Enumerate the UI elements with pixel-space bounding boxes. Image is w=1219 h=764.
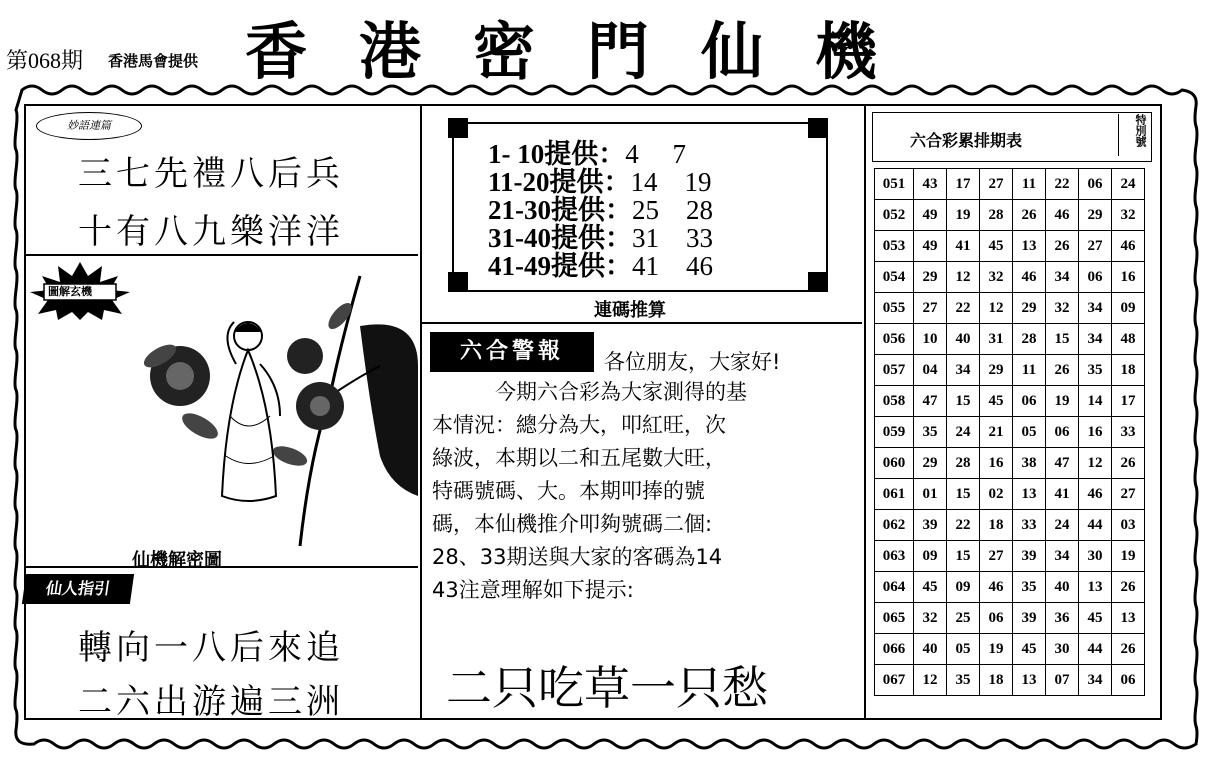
number-cell: 13 xyxy=(1013,665,1046,696)
body-line: 今期六合彩為大家測得的基 xyxy=(474,380,747,404)
number-cell: 27 xyxy=(980,541,1013,572)
sticker-label: 圖解玄機 xyxy=(48,285,92,298)
number-cell: 17 xyxy=(947,169,980,200)
count-range: 31-40提供 xyxy=(488,223,605,253)
period-cell: 064 xyxy=(875,572,914,603)
number-cell: 25 xyxy=(947,603,980,634)
number-cell: 05 xyxy=(947,634,980,665)
number-cell: 35 xyxy=(914,417,947,448)
number-cell: 15 xyxy=(947,541,980,572)
body-line: 特碼號碼、大。本期叩捧的號 xyxy=(432,479,705,503)
greeting: 各位朋友，大家好! xyxy=(604,350,781,374)
poem-line: 三七先禮八后兵 xyxy=(78,154,344,194)
number-cell: 35 xyxy=(1079,355,1112,386)
number-cell: 40 xyxy=(947,324,980,355)
body-line: 28、33期送與大家的客碼為14 xyxy=(432,545,723,569)
number-cell: 36 xyxy=(1046,603,1079,634)
number-cell: 30 xyxy=(1079,541,1112,572)
number-cell: 18 xyxy=(980,510,1013,541)
number-cell: 40 xyxy=(1046,572,1079,603)
table-row xyxy=(875,386,1145,417)
number-cell: 19 xyxy=(947,200,980,231)
number-cell: 44 xyxy=(1079,634,1112,665)
number-cell: 29 xyxy=(980,355,1013,386)
corner-ornament-icon xyxy=(448,272,468,292)
period-cell: 059 xyxy=(875,417,914,448)
count-range: 21-30提供 xyxy=(488,195,605,225)
number-cell: 15 xyxy=(947,479,980,510)
poem-line: 轉向一八后來追 xyxy=(78,628,344,668)
number-cell: 34 xyxy=(1046,262,1079,293)
riddle-badge: 妙語連篇 xyxy=(36,112,142,140)
body-line: 本情況：總分為大，叩紅旺，次 xyxy=(432,413,726,437)
special-number-cell: 03 xyxy=(1112,510,1145,541)
period-cell: 066 xyxy=(875,634,914,665)
number-cell: 07 xyxy=(1046,665,1079,696)
number-cell: 28 xyxy=(980,200,1013,231)
number-cell: 13 xyxy=(1013,231,1046,262)
count-row: 41-49提供：41 46 xyxy=(488,251,713,281)
history-table-wrap xyxy=(874,168,1145,696)
number-cell: 43 xyxy=(914,169,947,200)
number-cell: 29 xyxy=(1079,200,1112,231)
number-cell: 15 xyxy=(947,386,980,417)
body-line: 43注意理解如下提示: xyxy=(432,578,634,602)
count-row: 11-20提供：14 19 xyxy=(488,167,712,197)
number-cell: 15 xyxy=(1046,324,1079,355)
table-title: 六合彩累排期表 xyxy=(910,131,1023,150)
number-cell: 12 xyxy=(914,665,947,696)
number-cell: 49 xyxy=(914,200,947,231)
number-cell: 46 xyxy=(1046,200,1079,231)
number-cell: 46 xyxy=(980,572,1013,603)
number-cell: 38 xyxy=(1013,448,1046,479)
corner-ornament-icon xyxy=(448,118,468,138)
alert-tag: 六合警報 xyxy=(430,332,594,372)
number-cell: 26 xyxy=(1013,200,1046,231)
special-number-cell: 16 xyxy=(1112,262,1145,293)
number-cell: 34 xyxy=(1079,293,1112,324)
special-number-cell: 32 xyxy=(1112,200,1145,231)
number-cell: 06 xyxy=(980,603,1013,634)
table-row xyxy=(875,572,1145,603)
period-cell: 053 xyxy=(875,231,914,262)
number-cell: 35 xyxy=(947,665,980,696)
number-cell: 34 xyxy=(947,355,980,386)
fairy-illustration xyxy=(130,256,418,546)
count-range: 1- 10提供 xyxy=(488,139,599,169)
number-cell: 45 xyxy=(980,386,1013,417)
history-table xyxy=(874,168,1145,696)
count-row: 31-40提供：31 33 xyxy=(488,223,713,253)
count-values: 14 19 xyxy=(630,167,712,197)
number-cell: 05 xyxy=(1013,417,1046,448)
special-number-cell: 19 xyxy=(1112,541,1145,572)
number-cell: 32 xyxy=(914,603,947,634)
number-cell: 09 xyxy=(947,572,980,603)
number-cell: 29 xyxy=(914,262,947,293)
number-cell: 13 xyxy=(1013,479,1046,510)
special-number-cell: 18 xyxy=(1112,355,1145,386)
poem-line: 十有八九樂洋洋 xyxy=(78,212,344,252)
table-row xyxy=(875,417,1145,448)
number-cell: 19 xyxy=(1046,386,1079,417)
count-values: 41 46 xyxy=(632,251,713,281)
number-cell: 33 xyxy=(1013,510,1046,541)
table-row xyxy=(875,324,1145,355)
number-cell: 27 xyxy=(980,169,1013,200)
special-number-cell: 26 xyxy=(1112,634,1145,665)
special-number-cell: 27 xyxy=(1112,479,1145,510)
number-cell: 06 xyxy=(1046,417,1079,448)
number-cell: 34 xyxy=(1079,665,1112,696)
table-row xyxy=(875,231,1145,262)
number-cell: 16 xyxy=(980,448,1013,479)
number-cell: 41 xyxy=(947,231,980,262)
number-cell: 39 xyxy=(1013,541,1046,572)
period-cell: 054 xyxy=(875,262,914,293)
number-cell: 40 xyxy=(914,634,947,665)
page-title: 香港密門仙機 xyxy=(245,15,930,88)
corner-ornament-icon xyxy=(808,118,828,138)
count-range: 11-20提供 xyxy=(488,167,604,197)
poem-line: 二六出游遍三洲 xyxy=(78,682,344,722)
number-cell: 49 xyxy=(914,231,947,262)
count-values: 31 33 xyxy=(632,223,713,253)
table-row xyxy=(875,293,1145,324)
number-cell: 21 xyxy=(980,417,1013,448)
number-cell: 12 xyxy=(1079,448,1112,479)
number-cell: 39 xyxy=(914,510,947,541)
hint-text: 二只吃草一只愁 xyxy=(446,661,768,715)
table-row xyxy=(875,603,1145,634)
table-row xyxy=(875,541,1145,572)
number-cell: 32 xyxy=(1046,293,1079,324)
special-number-cell: 48 xyxy=(1112,324,1145,355)
table-row xyxy=(875,355,1145,386)
special-number-cell: 46 xyxy=(1112,231,1145,262)
corner-ornament-icon xyxy=(808,272,828,292)
number-cell: 46 xyxy=(1013,262,1046,293)
number-cell: 14 xyxy=(1079,386,1112,417)
table-row xyxy=(875,200,1145,231)
table-row xyxy=(875,634,1145,665)
number-cell: 45 xyxy=(980,231,1013,262)
table-row xyxy=(875,510,1145,541)
number-cell: 45 xyxy=(1079,603,1112,634)
table-row xyxy=(875,262,1145,293)
number-cell: 22 xyxy=(947,510,980,541)
number-cell: 06 xyxy=(1013,386,1046,417)
number-cell: 13 xyxy=(1079,572,1112,603)
period-cell: 052 xyxy=(875,200,914,231)
number-cell: 29 xyxy=(1013,293,1046,324)
number-cell: 12 xyxy=(980,293,1013,324)
count-row: 21-30提供：25 28 xyxy=(488,195,713,225)
body-line: 綠波，本期以二和五尾數大旺， xyxy=(432,446,726,470)
period-cell: 065 xyxy=(875,603,914,634)
number-cell: 06 xyxy=(1079,169,1112,200)
number-cell: 18 xyxy=(980,665,1013,696)
number-cell: 12 xyxy=(947,262,980,293)
special-number-cell: 24 xyxy=(1112,169,1145,200)
number-cell: 22 xyxy=(947,293,980,324)
special-label: 特別號 xyxy=(1118,114,1147,156)
number-cell: 01 xyxy=(914,479,947,510)
special-number-cell: 17 xyxy=(1112,386,1145,417)
special-number-cell: 06 xyxy=(1112,665,1145,696)
number-cell: 24 xyxy=(1046,510,1079,541)
period-cell: 067 xyxy=(875,665,914,696)
body-line: 碼，本仙機推介叩夠號碼二個: xyxy=(432,512,713,536)
number-cell: 39 xyxy=(1013,603,1046,634)
number-cell: 44 xyxy=(1079,510,1112,541)
number-cell: 02 xyxy=(980,479,1013,510)
issue-number: 第068期 xyxy=(6,48,84,73)
counts-label: 連碼推算 xyxy=(594,300,666,321)
special-number-cell: 33 xyxy=(1112,417,1145,448)
number-cell: 10 xyxy=(914,324,947,355)
period-cell: 057 xyxy=(875,355,914,386)
number-cell: 32 xyxy=(980,262,1013,293)
table-row xyxy=(875,448,1145,479)
number-cell: 16 xyxy=(1079,417,1112,448)
period-cell: 062 xyxy=(875,510,914,541)
period-cell: 051 xyxy=(875,169,914,200)
number-cell: 26 xyxy=(1046,231,1079,262)
number-cell: 27 xyxy=(1079,231,1112,262)
guide-tag: 仙人指引 xyxy=(22,574,134,604)
number-cell: 04 xyxy=(914,355,947,386)
period-cell: 055 xyxy=(875,293,914,324)
number-cell: 41 xyxy=(1046,479,1079,510)
number-cell: 09 xyxy=(914,541,947,572)
number-cell: 22 xyxy=(1046,169,1079,200)
number-cell: 11 xyxy=(1013,169,1046,200)
special-number-cell: 09 xyxy=(1112,293,1145,324)
special-number-cell: 26 xyxy=(1112,448,1145,479)
period-cell: 061 xyxy=(875,479,914,510)
special-number-cell: 13 xyxy=(1112,603,1145,634)
count-row: 1- 10提供：4 7 xyxy=(488,139,686,169)
number-cell: 35 xyxy=(1013,572,1046,603)
number-cell: 47 xyxy=(914,386,947,417)
table-row xyxy=(875,479,1145,510)
period-cell: 060 xyxy=(875,448,914,479)
number-cell: 34 xyxy=(1079,324,1112,355)
number-cell: 46 xyxy=(1079,479,1112,510)
number-cell: 31 xyxy=(980,324,1013,355)
number-cell: 19 xyxy=(980,634,1013,665)
period-cell: 058 xyxy=(875,386,914,417)
number-cell: 30 xyxy=(1046,634,1079,665)
table-row xyxy=(875,169,1145,200)
period-cell: 056 xyxy=(875,324,914,355)
number-cell: 45 xyxy=(914,572,947,603)
image-caption: 仙機解密圖 xyxy=(132,550,222,571)
number-cell: 11 xyxy=(1013,355,1046,386)
period-cell: 063 xyxy=(875,541,914,572)
number-cell: 29 xyxy=(914,448,947,479)
number-cell: 47 xyxy=(1046,448,1079,479)
count-range: 41-49提供 xyxy=(488,251,605,281)
number-cell: 28 xyxy=(947,448,980,479)
number-cell: 24 xyxy=(947,417,980,448)
number-cell: 45 xyxy=(1013,634,1046,665)
divider xyxy=(420,322,862,324)
special-number-cell: 26 xyxy=(1112,572,1145,603)
provider-label: 香港馬會提供 xyxy=(108,52,199,70)
number-cell: 28 xyxy=(1013,324,1046,355)
number-cell: 27 xyxy=(914,293,947,324)
number-cell: 06 xyxy=(1079,262,1112,293)
count-values: 4 7 xyxy=(625,139,686,169)
number-cell: 26 xyxy=(1046,355,1079,386)
table-row xyxy=(875,665,1145,696)
number-cell: 34 xyxy=(1046,541,1079,572)
count-values: 25 28 xyxy=(632,195,713,225)
divider xyxy=(24,566,418,568)
